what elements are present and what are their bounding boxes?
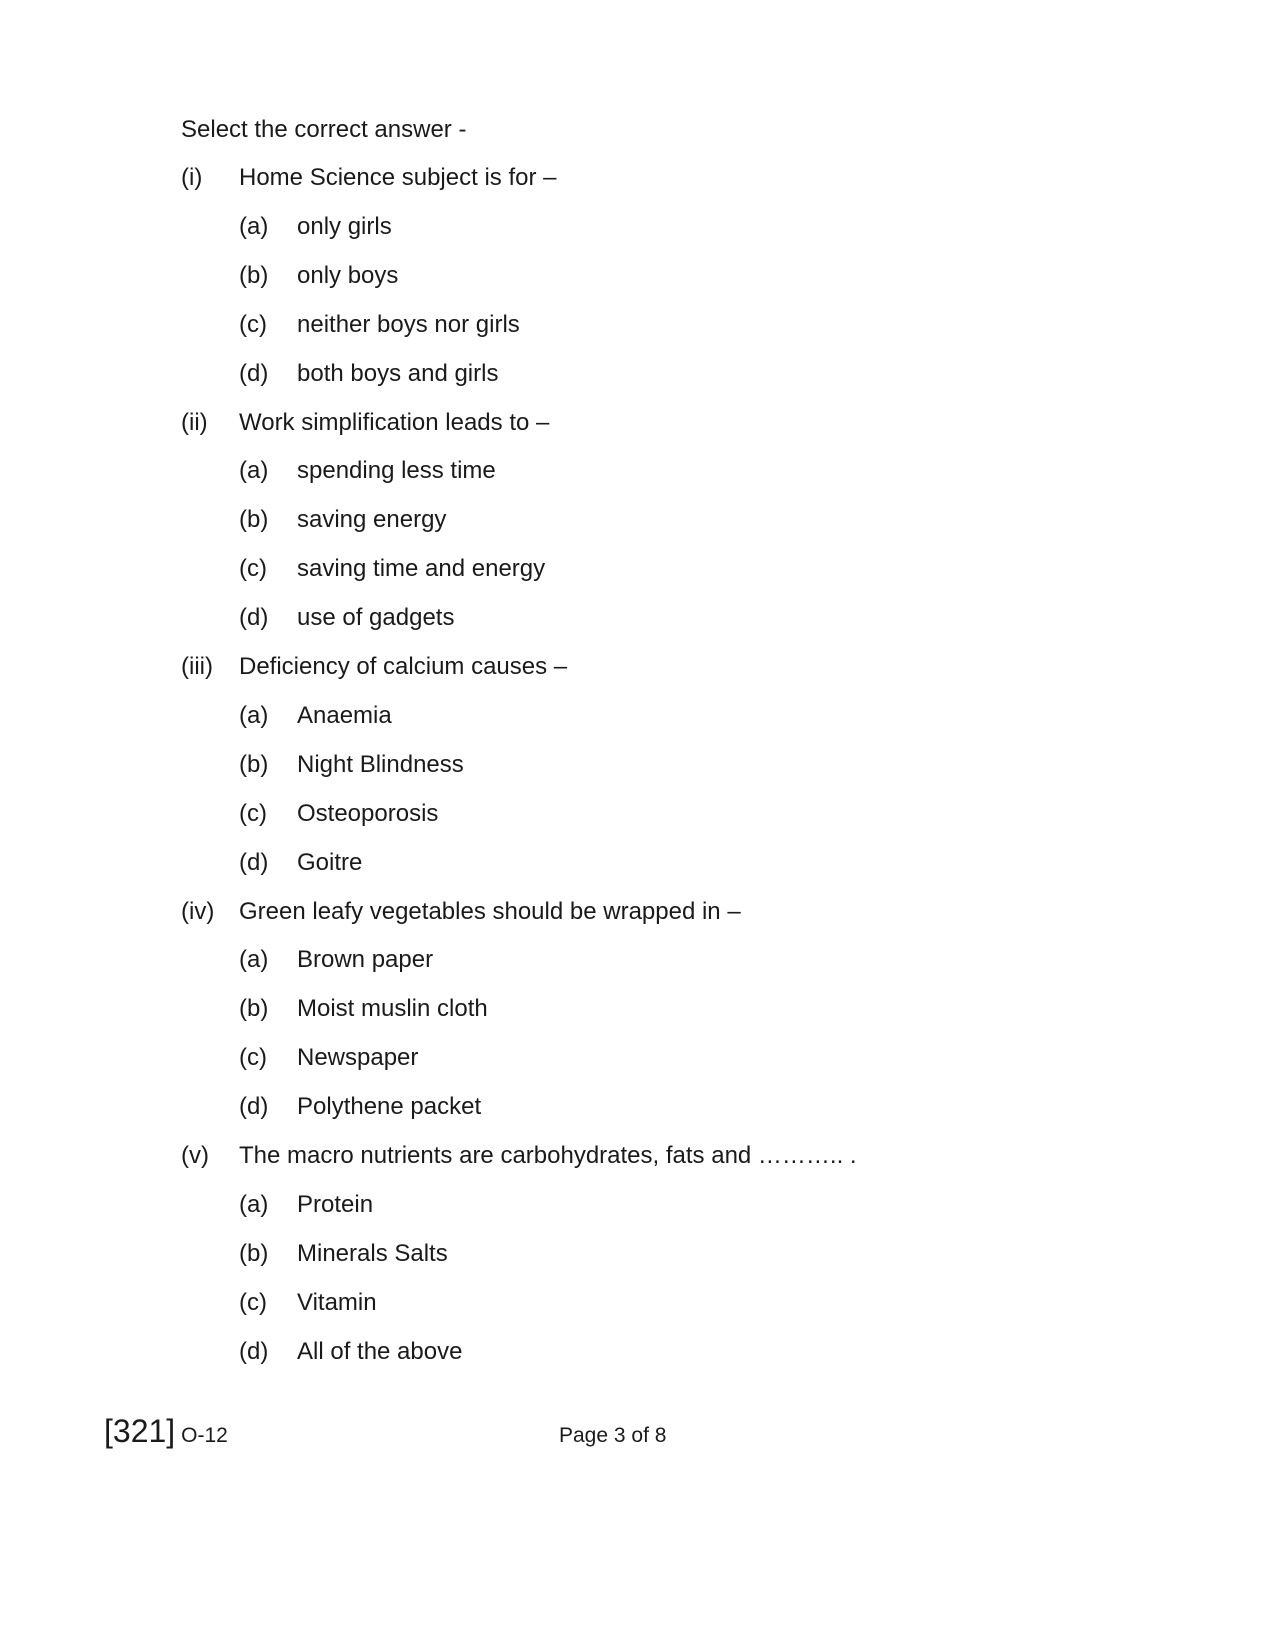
option-text: Polythene packet <box>297 1093 482 1120</box>
option-label: (c) <box>239 311 267 338</box>
question-number: (i) <box>181 164 203 191</box>
question-number: (ii) <box>181 409 208 436</box>
option-text: Goitre <box>297 849 363 876</box>
option-label: (a) <box>239 702 269 729</box>
option-label: (c) <box>239 1044 267 1071</box>
question-number: (iv) <box>181 898 215 925</box>
option-label: (c) <box>239 1289 267 1316</box>
option-text: Newspaper <box>297 1044 419 1071</box>
option-text: saving time and energy <box>297 555 546 582</box>
question-text: Green leafy vegetables should be wrapped in – <box>239 898 741 925</box>
option-text: only boys <box>297 262 399 289</box>
option-text: spending less time <box>297 457 496 484</box>
question-text: The macro nutrients are carbohydrates, fats and ……….. . <box>239 1142 857 1169</box>
option-label: (b) <box>239 995 269 1022</box>
option-label: (a) <box>239 1191 269 1218</box>
option-text: saving energy <box>297 506 447 533</box>
question-number: (iii) <box>181 653 213 680</box>
option-label: (c) <box>239 555 267 582</box>
option-label: (d) <box>239 1338 269 1365</box>
option-text: neither boys nor girls <box>297 311 520 338</box>
option-label: (b) <box>239 262 269 289</box>
option-text: Brown paper <box>297 946 434 973</box>
option-label: (a) <box>239 457 269 484</box>
question-text: Work simplification leads to – <box>239 409 550 436</box>
option-text: All of the above <box>297 1338 463 1365</box>
paper-code: O-12 <box>181 1424 228 1447</box>
option-text: Moist muslin cloth <box>297 995 488 1022</box>
option-label: (c) <box>239 800 267 827</box>
question-text: Home Science subject is for – <box>239 164 557 191</box>
option-text: only girls <box>297 213 392 240</box>
option-text: Anaemia <box>297 702 392 729</box>
instruction-text: Select the correct answer - <box>181 116 467 143</box>
footer-subject-code <box>104 1413 228 1454</box>
question-number: (v) <box>181 1142 209 1169</box>
option-text: use of gadgets <box>297 604 455 631</box>
option-label: (d) <box>239 849 269 876</box>
option-text: Minerals Salts <box>297 1240 448 1267</box>
page-number: Page 3 of 8 <box>559 1424 667 1447</box>
option-text: both boys and girls <box>297 360 499 387</box>
option-label: (b) <box>239 1240 269 1267</box>
subject-code: [321] <box>104 1413 176 1449</box>
option-label: (b) <box>239 506 269 533</box>
question-text: Deficiency of calcium causes – <box>239 653 568 680</box>
option-text: Night Blindness <box>297 751 464 778</box>
option-label: (b) <box>239 751 269 778</box>
option-text: Vitamin <box>297 1289 377 1316</box>
option-label: (d) <box>239 1093 269 1120</box>
option-text: Protein <box>297 1191 374 1218</box>
option-label: (a) <box>239 213 269 240</box>
option-label: (d) <box>239 360 269 387</box>
option-label: (d) <box>239 604 269 631</box>
option-label: (a) <box>239 946 269 973</box>
option-text: Osteoporosis <box>297 800 439 827</box>
